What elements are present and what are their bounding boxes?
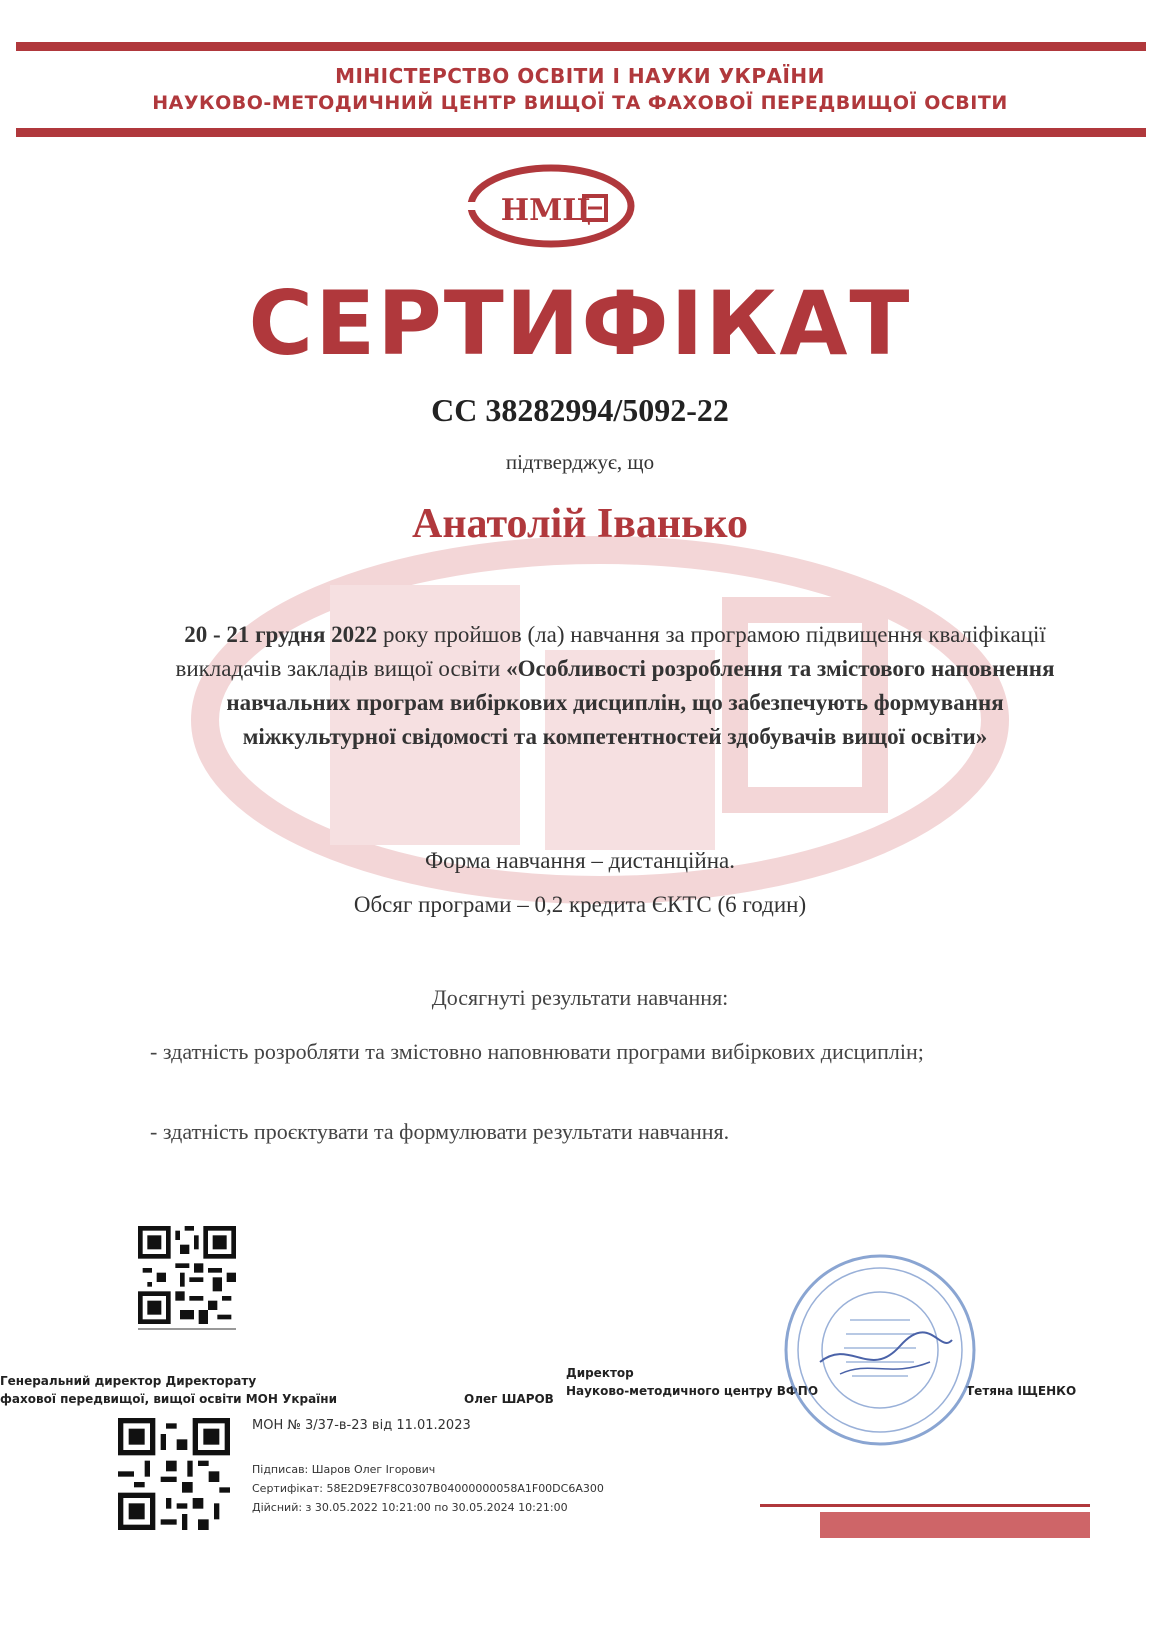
certificate-validity: Дійсний: з 30.05.2022 10:21:00 по 30.05.2024 10:21:00 <box>252 1501 568 1514</box>
signer-certificate: Сертифікат: 58E2D9E7F8C0307B04000000058A1F00DC6A300 <box>252 1482 604 1495</box>
recipient-name: Анатолій Іванько <box>412 501 748 547</box>
right-title-line-2: Науково-методичного центру ВФПО <box>566 1384 819 1398</box>
bottom-rule <box>16 128 1146 137</box>
logo-text: НМЦ <box>500 193 592 228</box>
certificate-title: СЕРТИФІКАТ <box>248 272 912 375</box>
program-volume: Обсяг програми – 0,2 кредита ЄКТС (6 годин) <box>353 892 807 917</box>
left-signatory-title <box>0 1372 337 1408</box>
qr-code <box>138 1226 236 1324</box>
study-form: Форма навчання – дистанційна. <box>425 848 735 873</box>
official-stamp <box>780 1250 980 1450</box>
order-number: МОН № 3/37-в-23 від 11.01.2023 <box>252 1418 471 1433</box>
left-title-line-1: Генеральний директор Директорату <box>0 1374 257 1388</box>
signer-name: Підписав: Шаров Олег Ігорович <box>252 1463 436 1476</box>
signature-block <box>252 1460 604 1517</box>
qr-caption-line <box>138 1328 236 1330</box>
program-name: «Особливості розроблення та змістового наповнення навчальних програм вибіркових дисциплін, що забезпечують формування міжкультурної свідомості та компетентностей здобувачів вищої освіти» <box>226 656 1055 749</box>
outcome-item-1: - здатність розробляти та змістовно наповнювати програми вибіркових дисциплін; <box>150 1039 924 1064</box>
right-signatory-name: Тетяна ІЩЕНКО <box>966 1384 1077 1398</box>
nmc-logo <box>466 162 636 250</box>
left-signatory-name: Олег ШАРОВ <box>464 1392 554 1406</box>
center-name: НАУКОВО-МЕТОДИЧНИЙ ЦЕНТР ВИЩОЇ ТА ФАХОВОЇ ПЕРЕДВИЩОЇ ОСВІТИ <box>152 92 1008 114</box>
training-dates: 20 - 21 грудня 2022 <box>184 622 378 647</box>
certificate-body <box>150 618 1080 754</box>
signature-qr-code <box>118 1418 230 1530</box>
certificate-number: СС 38282994/5092-22 <box>431 392 729 428</box>
bottom-red-line <box>760 1504 1090 1507</box>
body-text: року пройшов (ла) навчання за програмою підвищення кваліфікації викладачів закладів вищої освіти <box>175 622 1046 681</box>
outcome-item-2: - здатність проєктувати та формулювати результати навчання. <box>150 1119 730 1144</box>
ministry-name: МІНІСТЕРСТВО ОСВІТИ І НАУКИ УКРАЇНИ <box>335 64 825 88</box>
outcomes-heading: Досягнуті результати навчання: <box>431 985 729 1010</box>
top-rule <box>16 42 1146 51</box>
right-title-line-1: Директор <box>566 1366 634 1380</box>
left-title-line-2: фахової передвищої, вищої освіти МОН України <box>0 1392 337 1406</box>
bottom-red-banner <box>820 1512 1090 1538</box>
confirms-text: підтверджує, що <box>505 450 655 474</box>
